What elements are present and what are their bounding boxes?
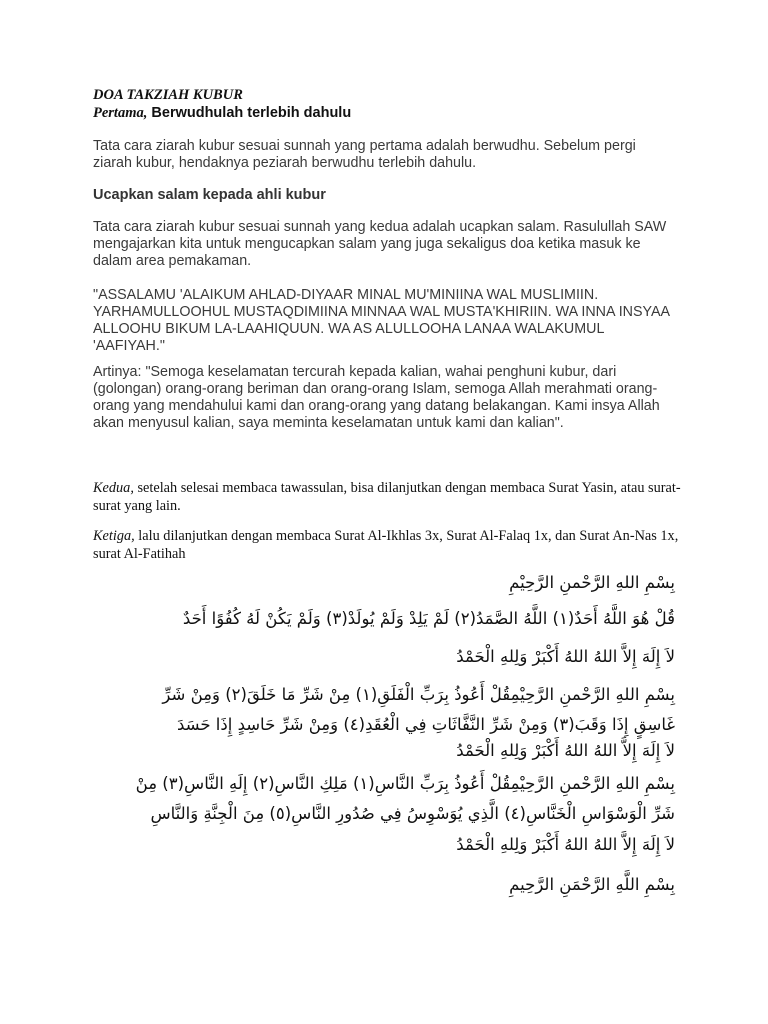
arabic-tahlil-2: لاَ إِلَهَ إِلاَّ اللهُ اللهُ أَكْبَرْ وَلِلهِ الْحَمْدُ [456, 741, 675, 760]
section-salam-heading: Ucapkan salam kepada ahli kubur [93, 187, 326, 203]
paragraph-ketiga [93, 527, 683, 563]
kedua-text: setelah selesai membaca tawassulan, bisa dilanjutkan dengan membaca Surat Yasin, atau surat-surat yang lain. [93, 480, 681, 514]
arabic-al-ikhlas: قُلْ هُوَ اللَّهُ أَحَدٌ(١) اللَّهُ الصَّمَدُ(٢) لَمْ يَلِدْ وَلَمْ يُولَدْ(٣) وَلَمْ يَكُنْ لَهُ كُفُوًا أَحَدٌ [182, 609, 675, 628]
pertama-text: Berwudhulah terlebih dahulu [147, 105, 352, 121]
paragraph-salam: Tata cara ziarah kubur sesuai sunnah yang kedua adalah ucapkan salam. Rasulullah SAW mengajarkan kita untuk mengucapkan salam yang juga sekaligus doa ketika masuk ke dalam area pemakaman. [93, 219, 667, 269]
section-pertama-heading [93, 105, 351, 122]
arabic-an-nas: بِسْمِ اللهِ الرَّحْمنِ الرَّحِيْمِقُلْ أَعُوذُ بِرَبِّ النَّاسِ(١) مَلِكِ النَّاسِ(٢) إِلَهِ النَّاسِ(٣) مِنْ شَرِّ الْوَسْوَاسِ الْخَنَّاسِ(٤) الَّذِي يُوَسْوِسُ فِي صُدُورِ النَّاسِ(٥) مِنَ الْجِنَّةِ وَالنَّاسِ [135, 774, 675, 823]
arabic-basmalah-2: بِسْمِ اللَّهِ الرَّحْمَنِ الرَّحِيمِ [509, 875, 675, 894]
paragraph-wudhu: Tata cara ziarah kubur sesuai sunnah yang pertama adalah berwudhu. Sebelum pergi ziarah kubur, hendaknya peziarah berwudhu terlebih dahulu. [93, 138, 636, 171]
ketiga-label: Ketiga, [93, 528, 135, 544]
ketiga-text: lalu dilanjutkan dengan membaca Surat Al-Ikhlas 3x, Surat Al-Falaq 1x, dan Surat An-Nas 1x, surat Al-Fatihah [93, 528, 679, 562]
pertama-label: Pertama, [93, 105, 148, 121]
arabic-tahlil-1: لاَ إِلَهَ إِلاَّ اللهُ اللهُ أَكْبَرْ وَلِلهِ الْحَمْدُ [456, 647, 675, 666]
paragraph-salam-transliteration: "ASSALAMU 'ALAIKUM AHLAD-DIYAAR MINAL MU'MINIINA WAL MUSLIMIIN. YARHAMULLOOHUL MUSTAQDIMIINA MINNAA WAL MUSTA'KHIRIIN. WA INNA INSYAA ALLOOHU BIKUM LA-LAAHIQUUN. WA AS ALULLOOHA LANAA WALAKUMUL 'AAFIYAH." [93, 287, 670, 354]
arabic-basmalah-1: بِسْمِ اللهِ الرَّحْمنِ الرَّحِيْمِ [509, 573, 675, 592]
paragraph-artinya: Artinya: "Semoga keselamatan tercurah kepada kalian, wahai penghuni kubur, dari (golongan) orang-orang beriman dan orang-orang Islam, semoga Allah merahmati orang-orang yang mendahului kami dan orang-orang yang datang belakangan. Kami insya Allah akan menyusul kalian, saya meminta keselamatan untuk kami dan kalian". [93, 364, 660, 431]
arabic-al-falaq: بِسْمِ اللهِ الرَّحْمنِ الرَّحِيْمِقُلْ أَعُوذُ بِرَبِّ الْفَلَقِ(١) مِنْ شَرِّ مَا خَلَقَ(٢) وَمِنْ شَرِّ غَاسِقٍ إِذَا وَقَبَ(٣) وَمِنْ شَرِّ النَّفَّاثَاتِ فِي الْعُقَدِ(٤) وَمِنْ شَرِّ حَاسِدٍ إِذَا حَسَدَ [162, 685, 675, 734]
arabic-tahlil-3: لاَ إِلَهَ إِلاَّ اللهُ اللهُ أَكْبَرْ وَلِلهِ الْحَمْدُ [456, 835, 675, 854]
document-title: DOA TAKZIAH KUBUR [93, 87, 243, 103]
kedua-label: Kedua, [93, 480, 134, 496]
paragraph-kedua [93, 479, 683, 515]
